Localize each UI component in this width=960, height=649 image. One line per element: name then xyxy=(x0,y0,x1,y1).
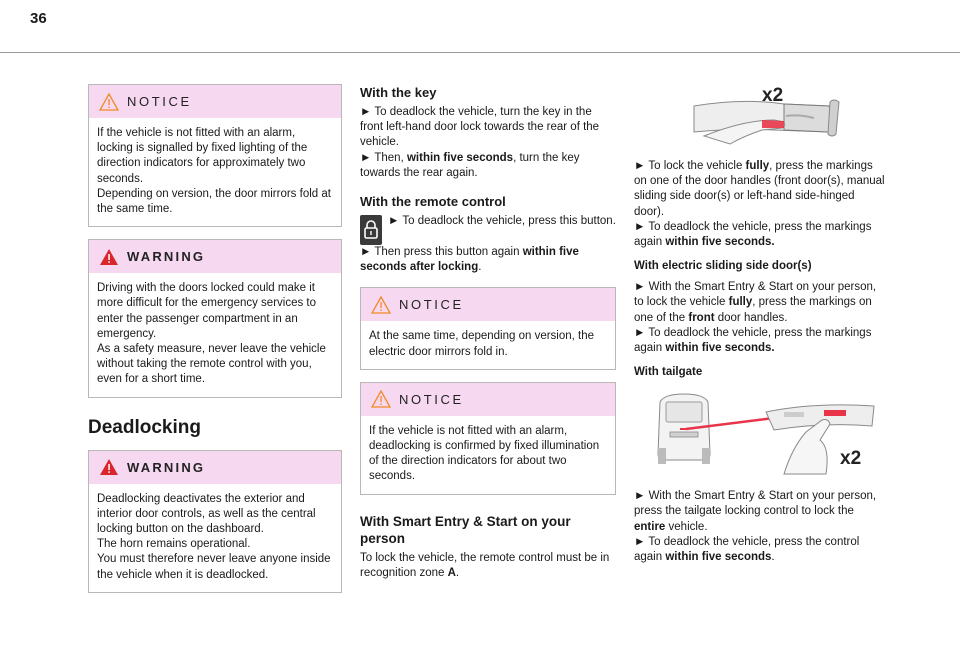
notice-text: At the same time, depending on version, the electric door mirrors fold in. xyxy=(369,330,595,358)
text-run: ► With the Smart Entry & Start on your person, to lock the vehicle xyxy=(634,281,877,309)
paragraph xyxy=(360,151,616,181)
text-run: door handles. xyxy=(714,311,788,324)
middle-column xyxy=(360,84,616,581)
notice-text: If the vehicle is not fitted with an alarm, deadlocking is confirmed by fixed illumination of the direction indicators for about two seconds. xyxy=(369,424,600,483)
right-column xyxy=(634,84,886,565)
notice-title: NOTICE xyxy=(399,391,464,407)
paragraph xyxy=(634,280,886,326)
page-number: 36 xyxy=(30,10,47,27)
text-run: ► With the Smart Entry & Start on your person, press the tailgate locking control to lock the xyxy=(634,490,877,518)
paragraph: ► To deadlock the vehicle, press this button. xyxy=(388,215,616,228)
subheading-remote: With the remote control xyxy=(360,194,506,210)
heading-line: person xyxy=(360,530,406,546)
warning-text: You must therefore never leave anyone inside the vehicle when it is deadlocked. xyxy=(97,553,331,581)
notice-text: If the vehicle is not fitted with an alarm, locking is signalled by fixed lighting of the direction indicators for approximately two seconds. xyxy=(97,127,308,185)
text-run: ► To deadlock the vehicle, press the markings again xyxy=(634,220,872,249)
text-emphasis: entire xyxy=(634,520,666,533)
heading-line: With Smart Entry & Start on your xyxy=(360,513,571,529)
warning-header xyxy=(89,451,341,484)
text-run: . xyxy=(455,566,460,579)
notice-body xyxy=(361,321,615,368)
tailgate-control-illustration xyxy=(634,388,886,478)
subheading-tailgate: With tailgate xyxy=(634,366,703,379)
x2-label: x2 xyxy=(840,448,862,470)
text-run: ► To deadlock the vehicle, press the control again xyxy=(634,535,860,564)
text-run: vehicle. xyxy=(665,520,708,533)
warning-outline-icon xyxy=(99,93,119,111)
paragraph xyxy=(360,245,616,275)
text-emphasis: front xyxy=(688,311,715,324)
warning-outline-icon xyxy=(371,296,391,314)
warning-box xyxy=(88,450,342,593)
text-run: . xyxy=(771,551,775,564)
paragraph xyxy=(634,489,886,535)
subheading-smart xyxy=(360,513,616,547)
notice-text: Depending on version, the door mirrors fold at the same time. xyxy=(97,187,331,216)
text-emphasis: within five seconds xyxy=(406,151,514,164)
padlock-icon xyxy=(360,215,382,245)
text-run: , turn the key towards the rear again. xyxy=(360,151,580,179)
paragraph xyxy=(634,326,886,356)
text-run: , press the markings on one of the xyxy=(634,296,872,324)
warning-body xyxy=(89,273,341,396)
door-handle-press-illustration xyxy=(634,84,886,146)
x2-label: x2 xyxy=(762,85,784,106)
paragraph xyxy=(634,220,886,250)
text-run: ► To lock the vehicle xyxy=(634,160,746,172)
warning-title: WARNING xyxy=(127,249,206,265)
remote-lock-row xyxy=(360,214,616,245)
section-heading: Deadlocking xyxy=(88,416,201,438)
paragraph xyxy=(634,535,886,565)
warning-body xyxy=(89,484,341,592)
warning-title: WARNING xyxy=(127,459,206,475)
paragraph xyxy=(634,159,886,220)
subheading-electric: With electric sliding side door(s) xyxy=(634,260,812,273)
text-run: To lock the vehicle, the remote control must be in recognition zone xyxy=(360,551,610,579)
left-column xyxy=(88,84,342,593)
text-run: ► To deadlock the vehicle, press the markings again xyxy=(634,326,872,355)
text-run: . xyxy=(478,261,482,274)
text-emphasis: within five seconds after locking xyxy=(360,246,579,274)
notice-header xyxy=(361,288,615,321)
warning-text: Driving with the doors locked could make it more difficult for the emergency services to enter the passenger compartment in an emergency. xyxy=(97,282,317,340)
notice-box xyxy=(360,287,616,369)
warning-header xyxy=(89,240,341,273)
warning-filled-icon xyxy=(99,458,119,476)
notice-box xyxy=(88,84,342,227)
text-run: ► Then press this button again xyxy=(360,246,523,259)
paragraph xyxy=(360,551,616,581)
subheading-key: With the key xyxy=(360,85,437,100)
header-divider xyxy=(0,52,960,53)
notice-title: NOTICE xyxy=(399,297,464,313)
text-emphasis: within five seconds. xyxy=(665,236,775,249)
text-run: ► Then, xyxy=(360,151,407,164)
text-emphasis: fully xyxy=(728,296,753,309)
notice-header xyxy=(361,383,615,416)
text-emphasis: A xyxy=(447,566,456,579)
warning-outline-icon xyxy=(371,390,391,408)
warning-text: The horn remains operational. xyxy=(97,538,251,551)
text-emphasis: within five seconds. xyxy=(665,342,775,355)
text-emphasis: within five seconds xyxy=(665,551,772,564)
notice-header xyxy=(89,85,341,118)
notice-body xyxy=(89,118,341,226)
notice-title: NOTICE xyxy=(127,94,192,109)
warning-text: Deadlocking deactivates the exterior and interior door controls, as well as the central locking button on the dashboard. xyxy=(97,492,316,536)
warning-text: As a safety measure, never leave the vehicle without taking the remote control with you, even for a short time. xyxy=(97,343,326,386)
text-run: , press the markings on one of the door handles (front door(s), manual sliding side door(s) or left-hand side-hinged door). xyxy=(634,160,885,218)
warning-filled-icon xyxy=(99,248,119,266)
notice-body xyxy=(361,416,615,494)
warning-box xyxy=(88,239,342,397)
text-emphasis: fully xyxy=(745,160,770,172)
paragraph: ► To deadlock the vehicle, turn the key in the front left-hand door lock towards the rear of the vehicle. xyxy=(360,106,600,149)
notice-box xyxy=(360,382,616,495)
